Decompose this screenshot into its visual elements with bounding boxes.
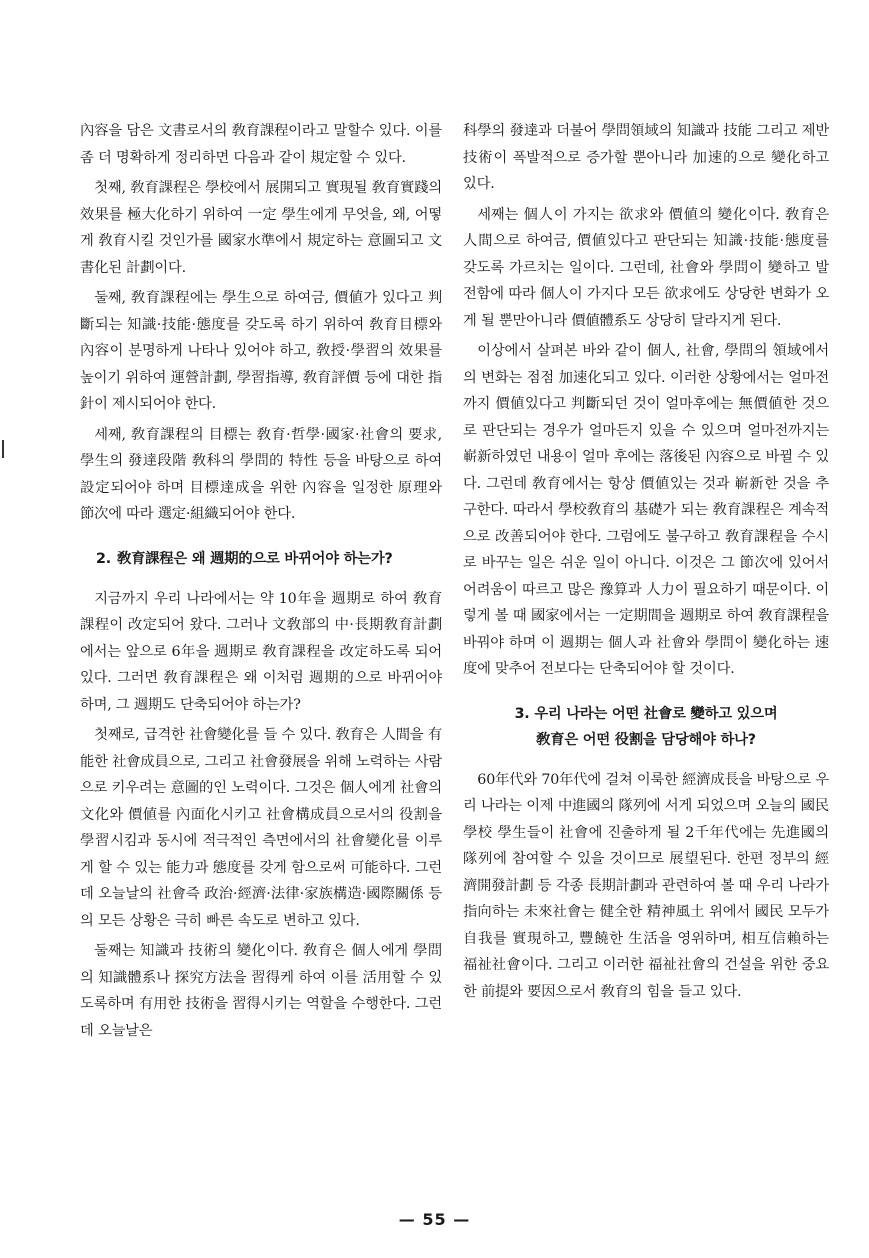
page-number: — 55 —: [398, 1210, 471, 1229]
paragraph: 지금까지 우리 나라에서는 약 10年을 週期로 하여 敎育課程이 改定되어 왔다. 그러나 文敎部의 中·長期敎育計劃에서는 앞으로 6年을 週期로 敎育課程을 改定하도록 되어 있다. 그러면 敎育課程은 왜 이처럼 週期的으로 바뀌어야 하며, 그 週期도 단축되어야 하는가?: [80, 590, 442, 713]
paragraph: 60年代와 70年代에 걸쳐 이룩한 經濟成長을 바탕으로 우리 나라는 이제 中進國의 隊列에 서게 되었으며 오늘의 國民學校 學生들이 社會에 진출하게 될 2千年代에는 先進國의 隊列에 참여할 수 있을 것이므로 展望된다. 한편 정부의 經濟開發計劃 등 각종 長期計劃과 관련하여 볼 때 우리 나라가 指向하는 未來社會는 健全한 精神風土 위에서 國民 모두가 自我를 實現하고, 豐饒한 生活을 영위하며, 相互信賴하는 福祉社會이다. 그리고 이러한 福祉社會의 건설을 위한 중요한 前提와 要因으로서 敎育의 힘을 들고 있다.: [463, 771, 829, 1000]
paragraph: 첫째, 敎育課程은 學校에서 展開되고 實現될 敎育實踐의 效果를 極大化하기 위하여 一定 學生에게 무엇을, 왜, 어떻게 敎育시킬 것인가를 國家水準에서 規定하는 意圖되고 文書化된 計劃이다.: [80, 180, 442, 276]
paragraph: 科學의 發達과 더불어 學問領域의 知識과 技能 그리고 제반 技術이 폭발적으로 증가할 뿐아니라 加速的으로 變化하고 있다.: [463, 123, 829, 192]
section-number: 2.: [96, 550, 111, 567]
paragraph: 첫째로, 급격한 社會變化를 들 수 있다. 敎育은 人間을 有能한 社會成員으로, 그리고 社會發展을 위해 노력하는 사람으로 키우려는 意圖的인 노력이다. 그것은 個人에게 社會의 文化와 價値를 內面化시키고 社會構成員으로서의 役割을 學習시킴과 동시에 적극적인 측면에서의 社會變化를 이루게 할 수 있는 能力과 態度를 갖게 함으로써 可能하다. 그런데 오늘날의 社會즉 政治·經濟·法律·家族構造·國際關係 등의 모든 상황은 극히 빠른 속도로 변하고 있다.: [80, 727, 442, 929]
paragraph: 內容을 담은 文書로서의 敎育課程이라고 말할수 있다. 이를 좀 더 명확하게 정리하면 다음과 같이 規定할 수 있다.: [80, 123, 442, 166]
paragraph: 세째, 敎育課程의 目標는 敎育·哲學·國家·社會의 要求, 學生의 發達段階 敎科의 學問的 特性 등을 바탕으로 하여 設定되어야 하며 目標達成을 위한 內容을 일정한 原理와 節次에 따라 選定·組織되어야 한다.: [80, 426, 442, 522]
section-heading-2: [80, 546, 442, 572]
right-column: [463, 118, 829, 1009]
paragraph: 둘째는 知識과 技術의 變化이다. 敎育은 個人에게 學問의 知識體系나 探究方法을 習得케 하여 이를 活用할 수 있도록하며 有用한 技術을 習得시키는 역할을 수행한다. 그런데 오늘날은: [80, 943, 442, 1039]
paragraph: 세째는 個人이 가지는 欲求와 價値의 變化이다. 敎育은 人間으로 하여금, 價値있다고 판단되는 知識·技能·態度를 갖도록 가르치는 일이다. 그런데, 社會와 學問이 變하고 발전함에 따라 個人이 가지다 모든 欲求에도 상당한 변화가 오게 될 뿐만아니라 價値體系도 상당히 달라지게 된다.: [463, 206, 829, 329]
left-column: [80, 118, 442, 1048]
section-title: 敎育課程은 왜 週期的으로 바뀌어야 하는가?: [116, 550, 393, 567]
section-title-line: 敎育은 어떤 役割을 담당해야 하나?: [536, 731, 756, 748]
paragraph: 둘째, 敎育課程에는 學生으로 하여금, 價値가 있다고 判斷되는 知識·技能·態度를 갖도록 하기 위하여 敎育目標와 內容이 분명하게 나타나 있어야 하고, 敎授·學習의 效果를 높이기 위하여 運營計劃, 學習指導, 敎育評價 등에 대한 指針이 제시되어야 한다.: [80, 290, 442, 412]
paragraph: 이상에서 살펴본 바와 같이 個人, 社會, 學問의 領域에서의 변화는 점점 加速化되고 있다. 이러한 상황에서는 얼마전까지 價値있다고 判斷되던 것이 얼마후에는 無價値한 것으로 판단되는 경우가 얼마든지 있을 수 있으며 얼마전까지는 嶄新하였던 내용이 얼마 후에는 落後된 內容으로 바뀔 수 있다. 그런데 敎育에서는 항상 價値있는 것과 嶄新한 것을 추구한다. 따라서 學校敎育의 基礎가 되는 敎育課程은 계속적으로 改善되어야 한다. 그럼에도 불구하고 敎育課程을 수시로 바꾸는 일은 쉬운 일이 아니다. 이것은 그 節次에 있어서 어려움이 따르고 많은 豫算과 人力이 필요하기 때문이다. 이렇게 볼 때 國家에서는 一定期間을 週期로 하여 敎育課程을 바꿔야 하며 이 週期는 個人과 社會와 學問이 變化하는 速度에 맞추어 전보다는 단축되어야 할 것이다.: [463, 343, 829, 677]
margin-mark: [2, 440, 4, 458]
section-title-line: 3. 우리 나라는 어떤 社會로 變하고 있으며: [514, 705, 778, 722]
section-heading-3: [463, 701, 829, 753]
